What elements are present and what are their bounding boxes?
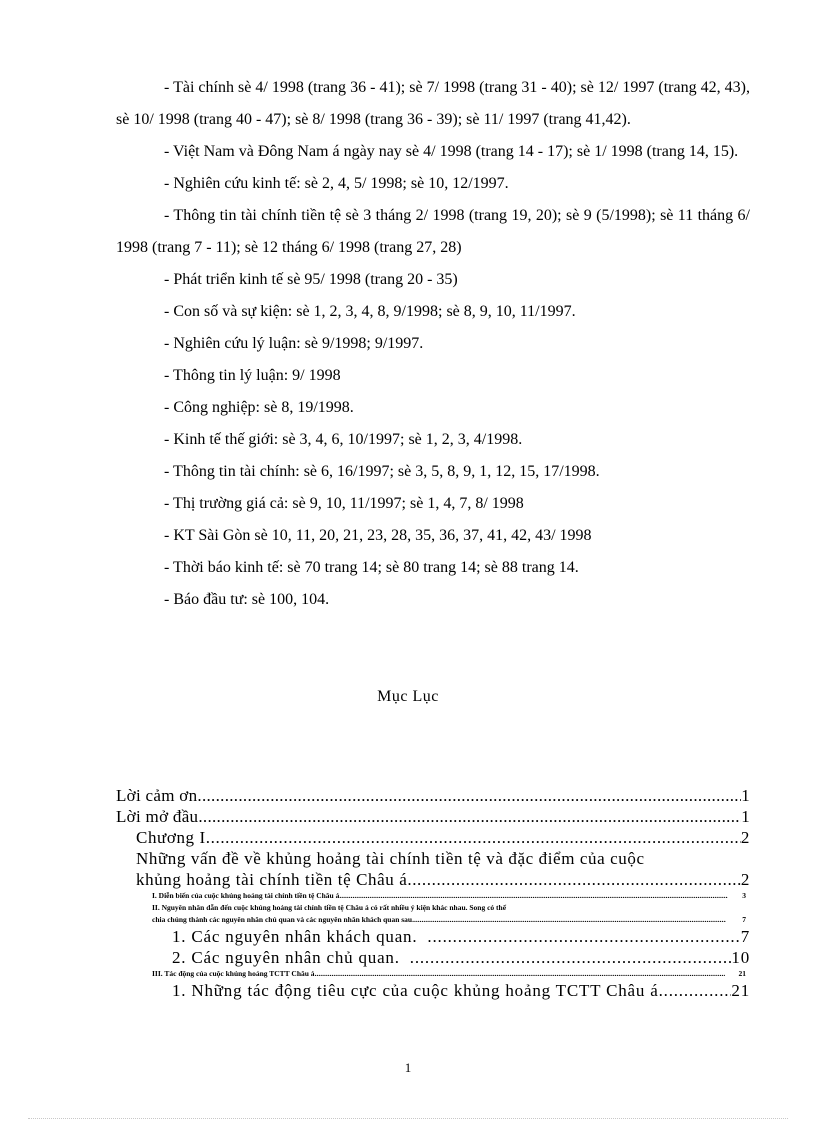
toc-entry-page: 3	[742, 891, 746, 900]
toc-leader	[659, 980, 732, 1001]
toc-entry-acknowledgements[interactable]	[116, 785, 750, 806]
toc-leader	[315, 968, 725, 980]
toc-leader	[341, 890, 728, 902]
reference-item: - Nghiên cứu lý luận: sè 9/1998; 9/1997.	[164, 335, 424, 352]
reference-item: - Thông tin tài chính: sè 6, 16/1997; sè 3, 5, 8, 9, 1, 12, 15, 17/1998.	[164, 463, 600, 480]
toc-entry-title-line2: chia chúng thành các nguyên nhân chủ quan và các nguyên nhân khách quan sau.	[152, 915, 414, 924]
toc-entry-subsection-2[interactable]	[116, 947, 750, 968]
reference-item: - Nghiên cứu kinh tế: sè 2, 4, 5/ 1998; sè 10, 12/1997.	[164, 175, 509, 192]
toc-entry-title: 2. Các nguyên nhân chủ quan.	[172, 948, 400, 967]
reference-item: - Báo đầu tư: sè 100, 104.	[164, 591, 330, 608]
toc-entry-page: 10	[731, 948, 750, 967]
toc-entry-page: 7	[740, 927, 750, 946]
toc-entry-page: 1	[741, 807, 750, 826]
toc-leader	[198, 806, 741, 827]
references-list	[116, 72, 750, 616]
toc-entry-page: 21	[738, 969, 746, 978]
reference-item: - Thông tin tài chính tiền tệ sè 3 tháng 2/ 1998 (trang 19, 20); sè 9 (5/1998); sè 11 tháng 6/ 1998 (trang 7 - 11); sè 12 tháng 6/ 1998 (trang 27, 28)	[116, 207, 750, 256]
reference-item: - Việt Nam và Đông Nam á ngày nay sè 4/ 1998 (trang 14 - 17); sè 1/ 1998 (trang 14, 15).	[164, 143, 739, 160]
reference-item: - Thị trường giá cả: sè 9, 10, 11/1997; sè 1, 4, 7, 8/ 1998	[164, 495, 524, 512]
toc-entry-title-line1: II. Nguyên nhân dẫn đến cuộc khủng hoảng tài chính tiền tệ Châu á có rất nhiều ý kiện khác nhau. Song có thể	[152, 903, 507, 912]
toc-entry-preface[interactable]	[116, 806, 750, 827]
toc-entry-chapter-1-heading-line1[interactable]: Những vấn đề về khủng hoảng tài chính tiền tệ và đặc điểm của cuộc	[136, 849, 645, 868]
page-number: 1	[404, 1060, 412, 1075]
toc-entry-title: III. Tác động của cuộc khủng hoảng TCTT Châu á	[152, 969, 315, 978]
toc-entry-chapter-1[interactable]	[116, 827, 750, 848]
toc-entry-chapter-1-heading[interactable]	[116, 869, 750, 890]
toc-entry-section-3[interactable]	[116, 968, 750, 980]
toc-leader	[414, 914, 726, 926]
reference-item: - Kinh tế thế giới: sè 3, 4, 6, 10/1997; sè 1, 2, 3, 4/1998.	[164, 431, 523, 448]
page-bottom-divider	[28, 1118, 788, 1119]
reference-item: - Thời báo kinh tế: sè 70 trang 14; sè 80 trang 14; sè 88 trang 14.	[164, 559, 579, 576]
toc-entry-subsection-3[interactable]	[116, 980, 750, 1001]
reference-item: - Công nghiệp: sè 8, 19/1998.	[164, 399, 354, 416]
toc-entry-page: 21	[731, 981, 750, 1000]
toc-entry-title: I. Diễn biến của cuộc khủng hoảng tài chính tiền tệ Châu á.	[152, 891, 342, 900]
toc-entry-title: Chương I	[136, 828, 206, 847]
toc-leader	[197, 785, 741, 806]
toc-entry-subsection-1[interactable]	[116, 926, 750, 947]
toc-entry-section-1[interactable]	[116, 890, 750, 902]
table-of-contents	[116, 785, 750, 1001]
toc-leader	[400, 947, 732, 968]
toc-entry-section-2[interactable]	[116, 902, 750, 926]
reference-item: - Phát triển kinh tế sè 95/ 1998 (trang 20 - 35)	[164, 271, 458, 288]
toc-entry-page: 2	[740, 828, 750, 847]
toc-title: Mục Lục	[377, 688, 439, 705]
toc-entry-page: 1	[741, 786, 750, 805]
toc-leader	[407, 869, 741, 890]
reference-item: - Tài chính sè 4/ 1998 (trang 36 - 41); sè 7/ 1998 (trang 31 - 40); sè 12/ 1997 (trang 42, 43), sè 10/ 1998 (trang 40 - 47); sè 8/ 1998 (trang 36 - 39); sè 11/ 1997 (trang 41,42).	[116, 79, 750, 128]
reference-item: - Con số và sự kiện: sè 1, 2, 3, 4, 8, 9/1998; sè 8, 9, 10, 11/1997.	[164, 303, 576, 320]
toc-entry-page: 2	[740, 870, 750, 889]
toc-leader	[206, 827, 741, 848]
reference-item: - KT Sài Gòn sè 10, 11, 20, 21, 23, 28, 35, 36, 37, 41, 42, 43/ 1998	[164, 527, 592, 544]
toc-leader	[417, 926, 740, 947]
toc-entry-title: 1. Các nguyên nhân khách quan.	[172, 927, 418, 946]
toc-entry-page: 7	[742, 915, 746, 924]
toc-entry-title: khủng hoảng tài chính tiền tệ Châu á	[136, 870, 408, 889]
reference-item: - Thông tin lý luận: 9/ 1998	[164, 367, 341, 384]
toc-entry-title: Lời mở đầu	[116, 807, 199, 826]
toc-entry-title: Lời cảm ơn	[116, 786, 198, 805]
toc-entry-title: 1. Những tác động tiêu cực của cuộc khủng hoảng TCTT Châu á	[172, 981, 659, 1000]
